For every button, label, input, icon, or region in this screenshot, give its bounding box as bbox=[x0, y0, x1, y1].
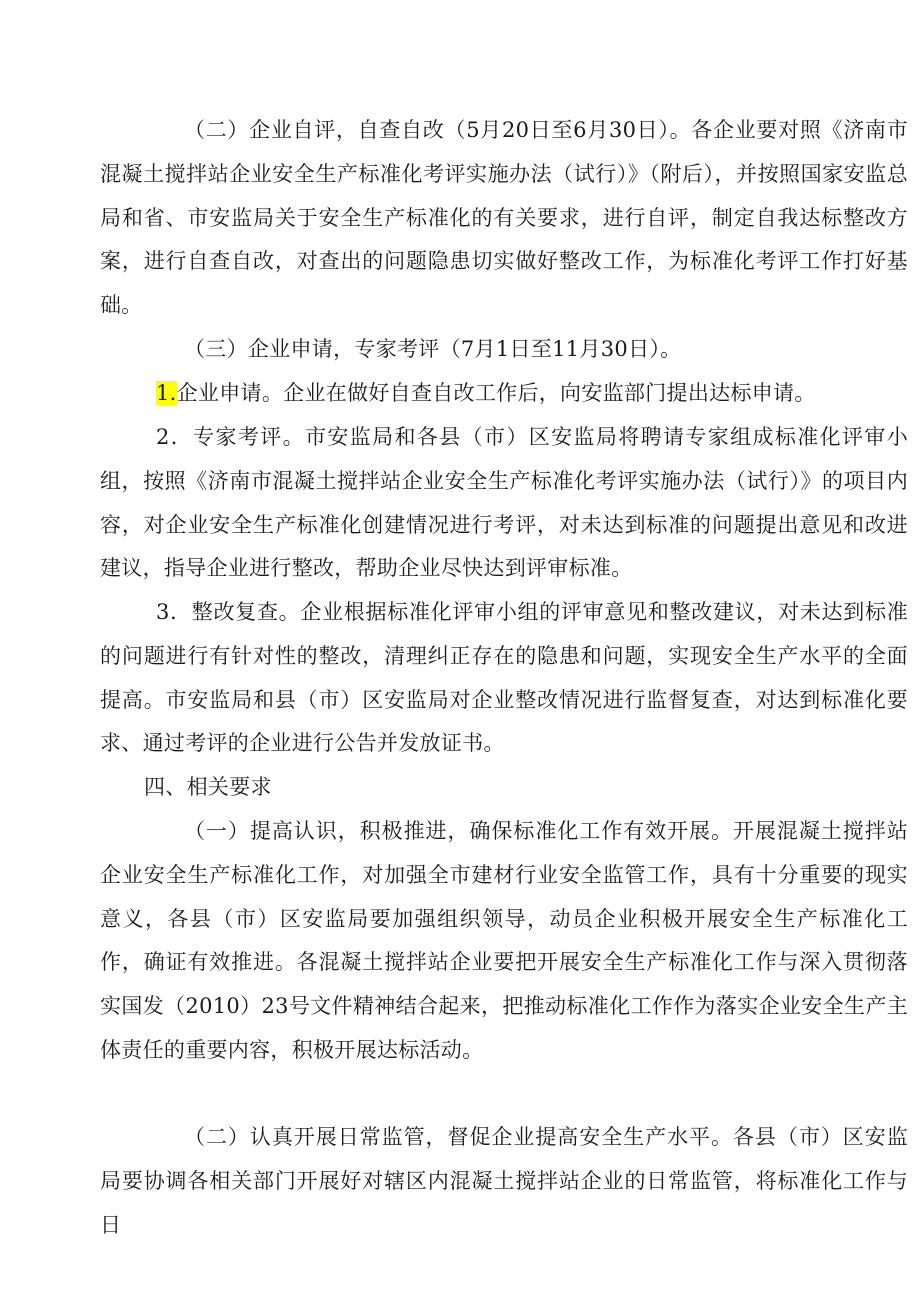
paragraph-self-review: （二）企业自评，自查自改（5月20日至6月30日）。各企业要对照《济南市混凝土搅拌站企业安全生产标准化考评实施办法（试行）》（附后），并按照国家安监总局和省、市安监局关于安全生产标准化的有关要求，进行自评，制定自我达标整改方案，进行自查自改，对查出的问题隐患切实做好整改工作，为标准化考评工作打好基础。 bbox=[100, 118, 908, 318]
paragraph-recheck: 3．整改复查。企业根据标准化评审小组的评审意见和整改建议，对未达到标准的问题进行有针对性的整改，清理纠正存在的隐患和问题，实现安全生产水平的全面提高。市安监局和县（市）区安监局对企业整改情况进行监督复查，对达到标准化要求、通过考评的企业进行公告并发放证书。 bbox=[100, 600, 908, 756]
paragraph-apply-heading: （三）企业申请，专家考评（7月1日至11月30日）。 bbox=[184, 337, 682, 361]
paragraph-expert-review: 2．专家考评。市安监局和各县（市）区安监局将聘请专家组成标准化评审小组，按照《济南市混凝土搅拌站企业安全生产标准化考评实施办法（试行）》的项目内容，对企业安全生产标准化创建情况进行考评，对未达到标准的问题提出意见和改进建议，指导企业进行整改，帮助企业尽快达到评审标准。 bbox=[100, 425, 908, 581]
paragraph-apply-text: 企业申请。企业在做好自查自改工作后，向安监部门提出达标申请。 bbox=[176, 381, 816, 405]
paragraph-supervision: （二）认真开展日常监管，督促企业提高安全生产水平。各县（市）区安监局要协调各相关部门开展好对辖区内混凝土搅拌站企业的日常监管，将标准化工作与日 bbox=[100, 1125, 908, 1237]
paragraph-apply bbox=[100, 372, 908, 416]
highlighted-number-marker: 1. bbox=[156, 381, 177, 405]
section-heading-requirements: 四、相关要求 bbox=[144, 775, 272, 799]
paragraph-awareness: （一）提高认识，积极推进，确保标准化工作有效开展。开展混凝土搅拌站企业安全生产标准化工作，对加强全市建材行业安全监管工作，具有十分重要的现实意义，各县（市）区安监局要加强组织领导，动员企业积极开展安全生产标准化工作，确证有效推进。各混凝土搅拌站企业要把开展安全生产标准化工作与深入贯彻落实国发（2010）23号文件精神结合起来，把推动标准化工作作为落实企业安全生产主体责任的重要内容，积极开展达标活动。 bbox=[100, 819, 908, 1062]
